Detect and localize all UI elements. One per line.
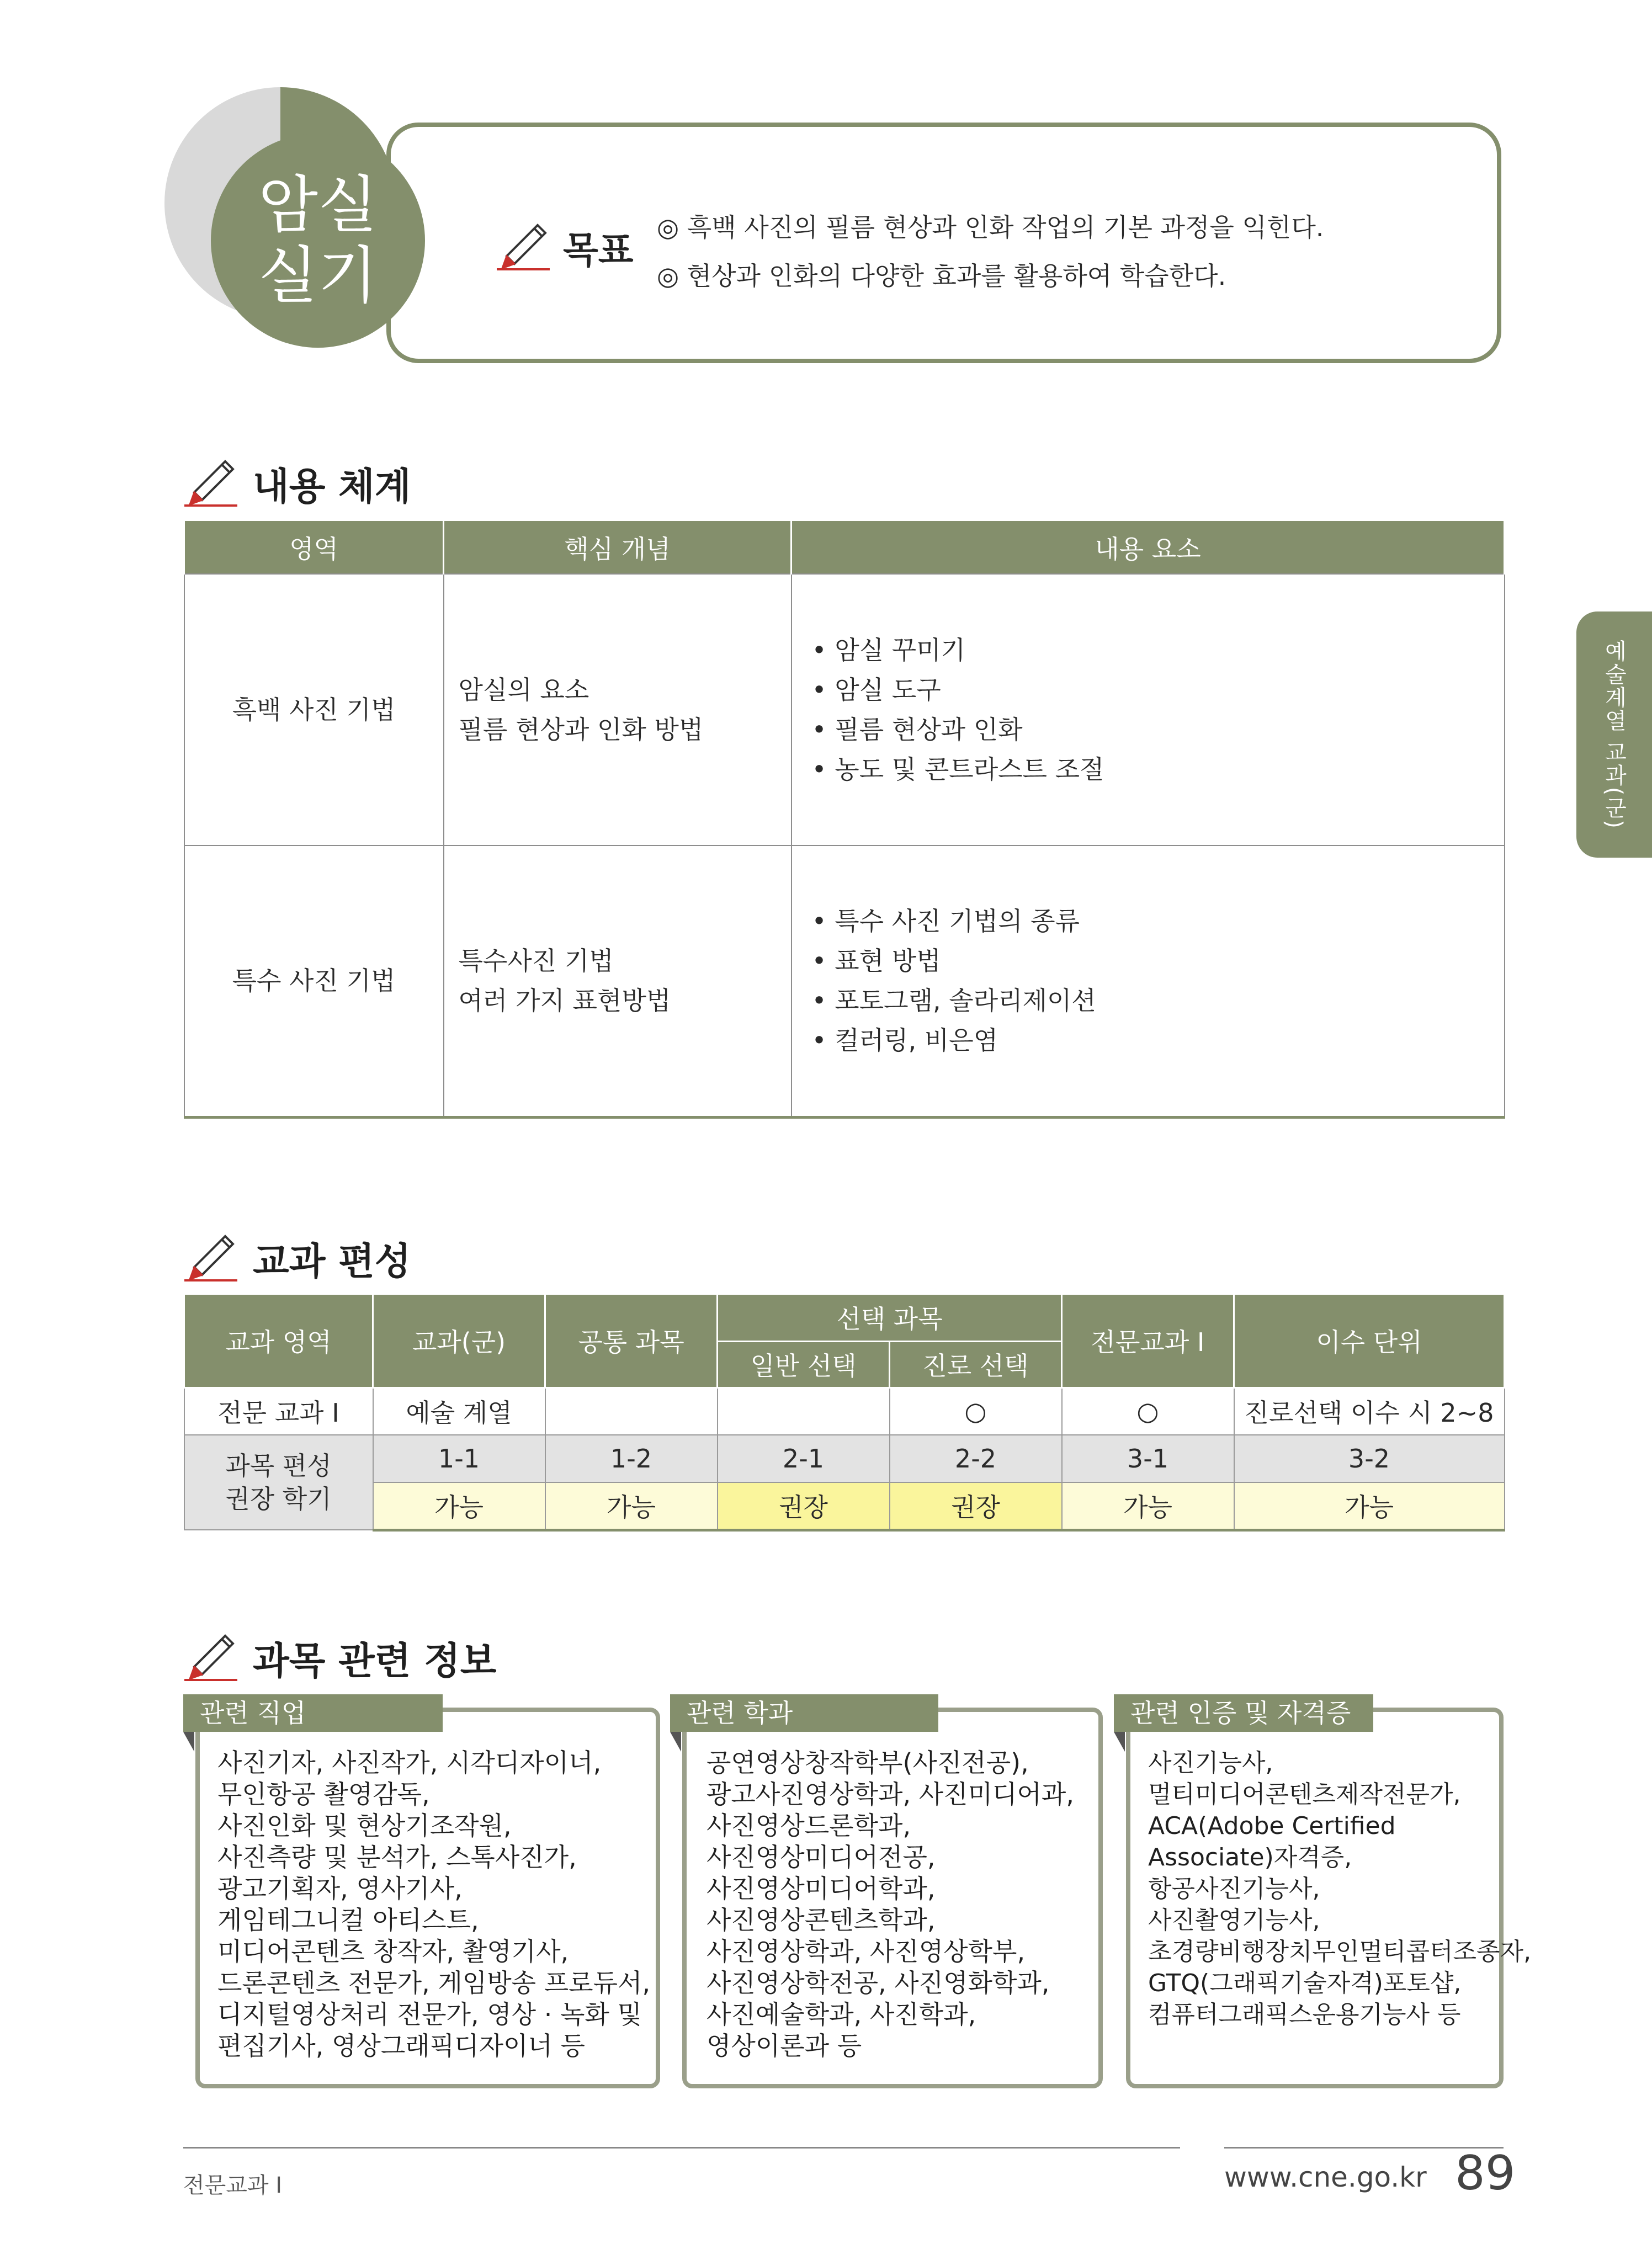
list-item: 광고사진영상학과, 사진미디어과, — [707, 1779, 1074, 1809]
related-departments-tab: 관련 학과 — [670, 1694, 938, 1732]
table-cell: 진로선택 이수 시 2~8 — [1234, 1387, 1505, 1435]
list-item: 사진인화 및 현상기조작원, — [217, 1811, 512, 1841]
table-header-row — [184, 1295, 1505, 1341]
table-row — [184, 845, 1505, 1117]
section-title-related: 과목 관련 정보 — [253, 1640, 497, 1683]
page-number: 89 — [1455, 2146, 1516, 2201]
table-cell — [718, 1387, 890, 1435]
pencil-icon — [182, 1623, 243, 1683]
column-header: 교과 영역 — [184, 1295, 373, 1387]
list-item: 사진영상드론학과, — [707, 1811, 911, 1841]
list-item: 초경량비행장치무인멀티콥터조종자, — [1148, 1938, 1532, 1966]
recommendation-cell: 가능 — [545, 1482, 718, 1530]
column-header: 진로 선택 — [890, 1341, 1062, 1387]
section-title-content: 내용 체계 — [253, 465, 411, 509]
semester-cell: 1-1 — [373, 1435, 545, 1482]
elements-cell — [792, 845, 1505, 1117]
semester-cell: 1-2 — [545, 1435, 718, 1482]
recommendation-cell: 가능 — [373, 1482, 545, 1530]
table-header-row — [184, 521, 1505, 574]
list-item: • 암실 꾸미기 — [812, 630, 1504, 670]
recommendation-cell: 가능 — [1062, 1482, 1234, 1530]
related-certificates-tab: 관련 인증 및 자격증 — [1114, 1694, 1373, 1732]
title-badge — [211, 134, 425, 348]
column-header: 교과(군) — [373, 1295, 545, 1387]
column-header: 내용 요소 — [792, 521, 1505, 574]
elements-cell — [792, 574, 1505, 845]
list-item: • 표현 방법 — [812, 941, 1504, 981]
related-jobs-list — [217, 1747, 650, 2062]
list-item: 편집기사, 영상그래픽디자이너 등 — [217, 2031, 585, 2061]
recommendation-cell: 가능 — [1234, 1482, 1505, 1530]
list-item: 드론콘텐츠 전문가, 게임방송 프로듀서, — [217, 1968, 651, 1998]
list-item: 사진영상학과, 사진영상학부, — [707, 1937, 1026, 1966]
list-item: 멀티미디어콘텐츠제작전문가, — [1148, 1780, 1461, 1809]
list-item: • 암실 도구 — [812, 670, 1504, 710]
column-header: 영역 — [184, 521, 444, 574]
concept-cell — [444, 574, 792, 845]
list-item: • 필름 현상과 인화 — [812, 710, 1504, 749]
list-item: 사진영상학전공, 사진영화학과, — [707, 1968, 1050, 1998]
content-system-table — [183, 521, 1505, 1119]
list-item: • 특수 사진 기법의 종류 — [812, 901, 1504, 941]
list-item: GTQ(그래픽기술자격)포토샵, — [1148, 1969, 1462, 1997]
list-item: 무인항공 촬영감독, — [217, 1779, 430, 1809]
table-cell: ○ — [890, 1387, 1062, 1435]
list-item: 사진영상미디어전공, — [707, 1842, 936, 1872]
goal-item: ◎ 현상과 인화의 다양한 효과를 활용하여 학습한다. — [657, 261, 1226, 291]
footer-section-label: 전문교과 I — [183, 2173, 283, 2198]
list-item: 사진기자, 사진작가, 시각디자이너, — [217, 1748, 602, 1778]
table-cell — [545, 1387, 718, 1435]
goal-label: 목표 — [563, 229, 634, 272]
concept-cell — [444, 845, 792, 1117]
area-cell: 특수 사진 기법 — [184, 845, 444, 1117]
side-category-label: 예술계열 교과(군) — [1601, 640, 1627, 829]
curriculum-table — [183, 1295, 1505, 1532]
list-item: 항공사진기능사, — [1148, 1875, 1320, 1903]
table-row — [184, 1387, 1505, 1435]
semester-cell: 2-1 — [718, 1435, 890, 1482]
column-header: 이수 단위 — [1234, 1295, 1505, 1387]
concept-item: 여러 가지 표현방법 — [458, 986, 671, 1016]
semester-cell: 3-1 — [1062, 1435, 1234, 1482]
table-row — [184, 1435, 1505, 1482]
table-cell: 예술 계열 — [373, 1387, 545, 1435]
concept-item: 암실의 요소 — [458, 675, 589, 705]
concept-item: 필름 현상과 인화 방법 — [458, 715, 704, 745]
pencil-icon — [495, 212, 555, 273]
list-item: 사진측량 및 분석가, 스톡사진가, — [217, 1842, 577, 1872]
list-item: 공연영상창작학부(사진전공), — [707, 1748, 1029, 1778]
recommendation-cell: 권장 — [718, 1482, 890, 1530]
table-cell: 전문 교과 I — [184, 1387, 373, 1435]
table-row — [184, 574, 1505, 845]
goal-list — [657, 203, 1324, 300]
list-item: ACA(Adobe Certified — [1148, 1812, 1396, 1840]
related-jobs-tab: 관련 직업 — [183, 1694, 443, 1732]
tab-fold — [183, 1732, 194, 1752]
list-item: 영상이론과 등 — [707, 2031, 862, 2061]
list-item: 디지털영상처리 전문가, 영상 · 녹화 및 — [217, 2000, 642, 2029]
list-item: Associate)자격증, — [1148, 1843, 1352, 1871]
column-header: 공통 과목 — [545, 1295, 718, 1387]
goal-item: ◎ 흑백 사진의 필름 현상과 인화 작업의 기본 과정을 익힌다. — [657, 212, 1324, 242]
semester-cell: 2-2 — [890, 1435, 1062, 1482]
list-item: 게임테그니컬 아티스트, — [217, 1905, 479, 1935]
column-header: 선택 과목 — [718, 1295, 1062, 1341]
list-item: • 컬러링, 비은염 — [812, 1020, 1504, 1060]
concept-item: 특수사진 기법 — [458, 946, 614, 976]
list-item: 사진영상미디어학과, — [707, 1874, 936, 1903]
tab-fold — [1114, 1732, 1125, 1752]
list-item: • 농도 및 콘트라스트 조절 — [812, 749, 1504, 789]
related-departments-list — [707, 1747, 1074, 2062]
list-item: 사진예술학과, 사진학과, — [707, 2000, 976, 2029]
list-item: 컴퓨터그래픽스운용기능사 등 — [1148, 2001, 1461, 2029]
footer-url: www.cne.go.kr — [1224, 2161, 1427, 2193]
recommendation-cell: 권장 — [890, 1482, 1062, 1530]
list-item: 사진촬영기능사, — [1148, 1906, 1320, 1934]
list-item: • 포토그램, 솔라리제이션 — [812, 981, 1504, 1020]
column-header: 핵심 개념 — [444, 521, 792, 574]
related-certificates-list — [1148, 1747, 1531, 2030]
semester-cell: 3-2 — [1234, 1435, 1505, 1482]
list-item: 광고기획자, 영사기사, — [217, 1874, 463, 1903]
footer-divider — [183, 2147, 1180, 2149]
column-header: 전문교과 I — [1062, 1295, 1234, 1387]
area-cell: 흑백 사진 기법 — [184, 574, 444, 845]
list-item: 사진기능사, — [1148, 1749, 1273, 1777]
row-header: 과목 편성 권장 학기 — [184, 1435, 373, 1530]
table-row — [184, 1482, 1505, 1530]
list-item: 미디어콘텐츠 창작자, 촬영기사, — [217, 1937, 569, 1966]
list-item: 사진영상콘텐츠학과, — [707, 1905, 936, 1935]
pencil-icon — [182, 448, 243, 509]
page-title: 암실 실기 — [258, 169, 378, 312]
section-title-curriculum: 교과 편성 — [253, 1240, 411, 1284]
table-cell: ○ — [1062, 1387, 1234, 1435]
pencil-icon — [182, 1223, 243, 1284]
side-category-tab — [1576, 611, 1652, 858]
column-header: 일반 선택 — [718, 1341, 890, 1387]
tab-fold — [670, 1732, 681, 1752]
